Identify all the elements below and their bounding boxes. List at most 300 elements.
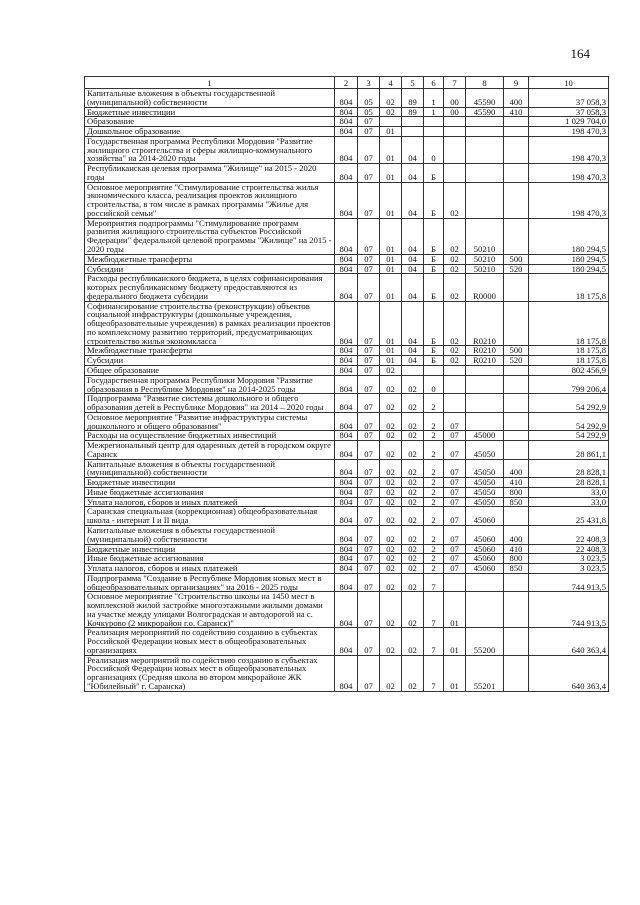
amount: 18 175,8	[529, 301, 609, 346]
table-row	[85, 394, 609, 413]
direction-code	[466, 182, 504, 218]
table-row	[85, 628, 609, 655]
row-name: Иные бюджетные ассигнования	[85, 487, 335, 497]
expense-type-code	[504, 412, 529, 431]
activity-code: 00	[444, 107, 466, 117]
expense-type-code: 800	[504, 554, 529, 564]
expense-type-code	[504, 573, 529, 592]
activity-code: 00	[444, 89, 466, 108]
row-name: Мероприятия подпрограммы "Стимулирование программ развития жилищного строительства субъектов Российской Федерации" федеральной целевой программы "Жилище" на 2015 - 2020 годы	[85, 218, 335, 254]
activity-code	[444, 164, 466, 183]
direction-code: 50210	[466, 254, 504, 264]
table-row	[85, 441, 609, 460]
subprogram-code: 7	[424, 655, 444, 691]
direction-code	[466, 117, 504, 127]
table-row	[85, 218, 609, 254]
expense-type-code: 850	[504, 497, 529, 507]
direction-code: 45060	[466, 525, 504, 544]
direction-code: 45050	[466, 478, 504, 488]
row-name: Государственная программа Республики Мордовия "Развитие образования в Республике Мордовия" на 2014-2025 годы	[85, 375, 335, 394]
subprogram-code: Б	[424, 301, 444, 346]
subsection-code: 01	[380, 182, 402, 218]
amount: 1 029 704,0	[529, 117, 609, 127]
activity-code	[444, 375, 466, 394]
program-code: 02	[402, 628, 424, 655]
program-code: 04	[402, 254, 424, 264]
row-name: Основное мероприятие "Строительство школы на 1450 мест в комплексной жилой застройке многоэтажными жилыми домами на участке между улицами Волгоградская и автодорогой на с. Кочкурово (2 микрорайон г.о. Саранск)"	[85, 592, 335, 628]
department-code: 804	[335, 564, 358, 574]
expense-type-code: 520	[504, 356, 529, 366]
subsection-code: 02	[380, 365, 402, 375]
expense-type-code: 850	[504, 564, 529, 574]
row-name: Уплата налогов, сборов и иных платежей	[85, 564, 335, 574]
expense-type-code: 410	[504, 544, 529, 554]
table-row	[85, 459, 609, 478]
section-code: 07	[358, 431, 380, 441]
table-row	[85, 507, 609, 526]
activity-code	[444, 394, 466, 413]
amount: 54 292,9	[529, 431, 609, 441]
table-row	[85, 254, 609, 264]
amount: 28 861,1	[529, 441, 609, 460]
subprogram-code: 2	[424, 497, 444, 507]
subprogram-code: 7	[424, 573, 444, 592]
row-name: Образование	[85, 117, 335, 127]
expense-type-code	[504, 136, 529, 163]
section-code: 07	[358, 655, 380, 691]
department-code: 804	[335, 497, 358, 507]
table-row	[85, 164, 609, 183]
activity-code: 01	[444, 628, 466, 655]
expense-type-code	[504, 628, 529, 655]
amount: 198 470,3	[529, 127, 609, 137]
expense-type-code	[504, 127, 529, 137]
row-name: Государственная программа Республики Мордовия "Развитие жилищного строительства и сферы жилищно-коммунального хозяйства" на 2014-2020 годы	[85, 136, 335, 163]
subprogram-code: 2	[424, 412, 444, 431]
direction-code	[466, 136, 504, 163]
section-code: 05	[358, 89, 380, 108]
amount: 744 913,5	[529, 592, 609, 628]
row-name: Подпрограмма "Создание в Республике Мордовия новых мест в общеобразовательных организациях" на 2016 - 2025 годы	[85, 573, 335, 592]
expense-type-code: 520	[504, 264, 529, 274]
direction-code: 50210	[466, 218, 504, 254]
department-code: 804	[335, 554, 358, 564]
activity-code: 07	[444, 525, 466, 544]
amount: 33,0	[529, 487, 609, 497]
program-code: 02	[402, 431, 424, 441]
subsection-code: 02	[380, 655, 402, 691]
subprogram-code: 1	[424, 107, 444, 117]
subsection-code: 02	[380, 431, 402, 441]
direction-code	[466, 164, 504, 183]
amount: 799 206,4	[529, 375, 609, 394]
row-name: Подпрограмма "Развитие системы дошкольного и общего образования детей в Республике Мордовия" на 2014 – 2020 годы	[85, 394, 335, 413]
section-code: 07	[358, 254, 380, 264]
program-code: 04	[402, 356, 424, 366]
subprogram-code: Б	[424, 182, 444, 218]
section-code: 07	[358, 164, 380, 183]
row-name: Капитальные вложения в объекты государственной (муниципальной) собственности	[85, 525, 335, 544]
subprogram-code: Б	[424, 218, 444, 254]
column-header: 7	[444, 77, 466, 89]
program-code: 89	[402, 89, 424, 108]
table-row	[85, 274, 609, 301]
activity-code: 02	[444, 274, 466, 301]
direction-code: 45000	[466, 431, 504, 441]
column-header: 4	[380, 77, 402, 89]
activity-code: 02	[444, 356, 466, 366]
row-name: Капитальные вложения в объекты государственной (муниципальной) собственности	[85, 459, 335, 478]
subprogram-code: Б	[424, 356, 444, 366]
program-code: 04	[402, 182, 424, 218]
subprogram-code	[424, 365, 444, 375]
expense-type-code	[504, 441, 529, 460]
amount: 18 175,8	[529, 274, 609, 301]
row-name: Бюджетные инвестиции	[85, 107, 335, 117]
subprogram-code: 2	[424, 554, 444, 564]
program-code: 04	[402, 264, 424, 274]
section-code: 07	[358, 117, 380, 127]
department-code: 804	[335, 431, 358, 441]
program-code: 02	[402, 478, 424, 488]
table-row	[85, 136, 609, 163]
row-name: Расходы республиканского бюджета, в целях софинансирования которых республиканскому бюджету предоставляются из федерального бюджета субсидии	[85, 274, 335, 301]
section-code: 07	[358, 497, 380, 507]
section-code: 07	[358, 525, 380, 544]
section-code: 07	[358, 459, 380, 478]
section-code: 07	[358, 365, 380, 375]
program-code: 02	[402, 375, 424, 394]
expense-type-code: 400	[504, 525, 529, 544]
program-code: 04	[402, 136, 424, 163]
department-code: 804	[335, 487, 358, 497]
activity-code: 07	[444, 441, 466, 460]
program-code: 02	[402, 544, 424, 554]
program-code: 04	[402, 164, 424, 183]
program-code	[402, 117, 424, 127]
subsection-code: 01	[380, 346, 402, 356]
subsection-code: 01	[380, 264, 402, 274]
department-code: 804	[335, 507, 358, 526]
activity-code: 02	[444, 254, 466, 264]
subprogram-code: 2	[424, 431, 444, 441]
activity-code	[444, 365, 466, 375]
program-code: 04	[402, 301, 424, 346]
direction-code: 50210	[466, 264, 504, 274]
activity-code: 07	[444, 507, 466, 526]
amount: 3 023,5	[529, 554, 609, 564]
department-code: 804	[335, 107, 358, 117]
subprogram-code: 2	[424, 564, 444, 574]
amount: 180 294,5	[529, 264, 609, 274]
row-name: Реализация мероприятий по содействию созданию в субъектах Российской Федерации новых мест в общеобразовательных организациях (Средняя школа во втором микрорайоне ЖК "Юбилейный" г. Саранска)	[85, 655, 335, 691]
row-name: Субсидии	[85, 356, 335, 366]
row-name: Реализация мероприятий по содействию созданию в субъектах Российской Федерации новых мест в общеобразовательных организациях	[85, 628, 335, 655]
subsection-code: 01	[380, 274, 402, 301]
subprogram-code: Б	[424, 274, 444, 301]
subsection-code: 02	[380, 459, 402, 478]
amount: 198 470,3	[529, 164, 609, 183]
program-code: 02	[402, 487, 424, 497]
amount: 640 363,4	[529, 628, 609, 655]
section-code: 07	[358, 356, 380, 366]
subprogram-code: 1	[424, 89, 444, 108]
amount: 198 470,3	[529, 136, 609, 163]
column-header: 2	[335, 77, 358, 89]
activity-code	[444, 127, 466, 137]
section-code: 07	[358, 412, 380, 431]
expense-type-code: 500	[504, 346, 529, 356]
section-code: 07	[358, 554, 380, 564]
row-name: Общее образование	[85, 365, 335, 375]
expense-type-code	[504, 274, 529, 301]
department-code: 804	[335, 117, 358, 127]
subprogram-code: 2	[424, 507, 444, 526]
program-code: 02	[402, 573, 424, 592]
table-row	[85, 497, 609, 507]
department-code: 804	[335, 301, 358, 346]
row-name: Основное мероприятие "Развитие инфраструктуры системы дошкольного и общего образования"	[85, 412, 335, 431]
direction-code	[466, 412, 504, 431]
direction-code	[466, 394, 504, 413]
amount: 28 828,1	[529, 478, 609, 488]
expense-type-code	[504, 375, 529, 394]
table-row	[85, 431, 609, 441]
table-row	[85, 117, 609, 127]
amount: 28 828,1	[529, 459, 609, 478]
direction-code: 45050	[466, 441, 504, 460]
subprogram-code	[424, 127, 444, 137]
table-row	[85, 412, 609, 431]
direction-code: 45060	[466, 507, 504, 526]
program-code: 04	[402, 274, 424, 301]
table-row	[85, 107, 609, 117]
subsection-code: 02	[380, 394, 402, 413]
program-code	[402, 365, 424, 375]
expense-type-code	[504, 117, 529, 127]
department-code: 804	[335, 274, 358, 301]
table-row	[85, 356, 609, 366]
table-row	[85, 592, 609, 628]
row-name: Основное мероприятие "Стимулирование строительства жилья экономического класса, реализация проектов жилищного строительства, в том числе в рамках программы "Жилье для российской семьи"	[85, 182, 335, 218]
program-code: 02	[402, 441, 424, 460]
department-code: 804	[335, 365, 358, 375]
section-code: 07	[358, 628, 380, 655]
subsection-code: 02	[380, 507, 402, 526]
section-code: 07	[358, 487, 380, 497]
activity-code: 07	[444, 564, 466, 574]
program-code: 02	[402, 525, 424, 544]
program-code: 02	[402, 459, 424, 478]
subsection-code: 01	[380, 136, 402, 163]
direction-code: 45590	[466, 107, 504, 117]
row-name: Межбюджетные трансферты	[85, 346, 335, 356]
section-code: 07	[358, 375, 380, 394]
expense-type-code: 400	[504, 459, 529, 478]
subsection-code: 02	[380, 544, 402, 554]
amount: 744 913,5	[529, 573, 609, 592]
subsection-code: 02	[380, 525, 402, 544]
table-header-row	[85, 77, 609, 89]
direction-code: 55200	[466, 628, 504, 655]
table-row	[85, 573, 609, 592]
program-code: 02	[402, 655, 424, 691]
budget-table	[84, 76, 609, 692]
department-code: 804	[335, 375, 358, 394]
direction-code: 45050	[466, 487, 504, 497]
row-name: Софинансирование строительства (реконструкции) объектов социальной инфраструктуры (дошкольные учреждения, общеобразовательные учреждения) в рамках реализации проектов по комплексному развитию территорий, предусматривающих строительство жилья экономкласса	[85, 301, 335, 346]
row-name: Межрегиональный центр для одаренных детей в городском округе Саранск	[85, 441, 335, 460]
section-code: 07	[358, 346, 380, 356]
direction-code	[466, 573, 504, 592]
activity-code: 07	[444, 459, 466, 478]
activity-code: 02	[444, 218, 466, 254]
table-row	[85, 525, 609, 544]
subsection-code: 01	[380, 254, 402, 264]
section-code: 07	[358, 573, 380, 592]
activity-code: 07	[444, 554, 466, 564]
amount: 37 058,3	[529, 107, 609, 117]
expense-type-code	[504, 394, 529, 413]
direction-code: 45590	[466, 89, 504, 108]
expense-type-code: 410	[504, 478, 529, 488]
subsection-code: 02	[380, 628, 402, 655]
activity-code: 01	[444, 655, 466, 691]
page-number: 164	[570, 46, 590, 61]
subprogram-code: Б	[424, 254, 444, 264]
row-name: Расходы на осуществление бюджетных инвестиций	[85, 431, 335, 441]
subprogram-code: Б	[424, 264, 444, 274]
program-code: 02	[402, 554, 424, 564]
expense-type-code: 410	[504, 107, 529, 117]
table-row	[85, 182, 609, 218]
subsection-code: 02	[380, 564, 402, 574]
activity-code	[444, 136, 466, 163]
program-code: 02	[402, 394, 424, 413]
section-code: 07	[358, 478, 380, 488]
section-code: 07	[358, 301, 380, 346]
column-header: 1	[85, 77, 335, 89]
subsection-code: 02	[380, 375, 402, 394]
subsection-code: 01	[380, 356, 402, 366]
expense-type-code	[504, 507, 529, 526]
table-row	[85, 365, 609, 375]
subprogram-code: 2	[424, 394, 444, 413]
section-code: 07	[358, 564, 380, 574]
row-name: Бюджетные инвестиции	[85, 544, 335, 554]
expense-type-code	[504, 592, 529, 628]
direction-code	[466, 592, 504, 628]
department-code: 804	[335, 412, 358, 431]
department-code: 804	[335, 164, 358, 183]
program-code	[402, 127, 424, 137]
amount: 3 023,5	[529, 564, 609, 574]
subprogram-code: 7	[424, 628, 444, 655]
department-code: 804	[335, 573, 358, 592]
amount: 802 456,9	[529, 365, 609, 375]
section-code: 07	[358, 507, 380, 526]
table-row	[85, 554, 609, 564]
table-body	[85, 89, 609, 692]
department-code: 804	[335, 182, 358, 218]
amount: 33,0	[529, 497, 609, 507]
program-code: 02	[402, 497, 424, 507]
activity-code: 02	[444, 182, 466, 218]
table-row	[85, 375, 609, 394]
row-name: Капитальные вложения в объекты государственной (муниципальной) собственности	[85, 89, 335, 108]
activity-code: 07	[444, 412, 466, 431]
amount: 180 294,5	[529, 254, 609, 264]
program-code: 02	[402, 592, 424, 628]
section-code: 07	[358, 127, 380, 137]
table-row	[85, 544, 609, 554]
activity-code	[444, 117, 466, 127]
amount: 54 292,9	[529, 394, 609, 413]
subsection-code: 02	[380, 592, 402, 628]
activity-code: 07	[444, 544, 466, 554]
section-code: 07	[358, 218, 380, 254]
subsection-code: 02	[380, 441, 402, 460]
section-code: 07	[358, 274, 380, 301]
program-code: 02	[402, 564, 424, 574]
direction-code: R0210	[466, 346, 504, 356]
row-name: Межбюджетные трансферты	[85, 254, 335, 264]
table-row	[85, 127, 609, 137]
direction-code: 45050	[466, 459, 504, 478]
direction-code	[466, 375, 504, 394]
department-code: 804	[335, 218, 358, 254]
subsection-code: 01	[380, 301, 402, 346]
subprogram-code: 0	[424, 375, 444, 394]
department-code: 804	[335, 346, 358, 356]
activity-code: 07	[444, 487, 466, 497]
table-row	[85, 301, 609, 346]
expense-type-code	[504, 182, 529, 218]
department-code: 804	[335, 525, 358, 544]
subsection-code: 02	[380, 487, 402, 497]
direction-code: 45060	[466, 554, 504, 564]
expense-type-code	[504, 164, 529, 183]
direction-code: R0210	[466, 301, 504, 346]
row-name: Иные бюджетные ассигнования	[85, 554, 335, 564]
table-row	[85, 478, 609, 488]
section-code: 07	[358, 544, 380, 554]
amount: 18 175,8	[529, 356, 609, 366]
section-code: 07	[358, 441, 380, 460]
expense-type-code	[504, 365, 529, 375]
program-code: 02	[402, 412, 424, 431]
amount: 22 408,3	[529, 525, 609, 544]
department-code: 804	[335, 544, 358, 554]
direction-code: 55201	[466, 655, 504, 691]
expense-type-code	[504, 301, 529, 346]
expense-type-code: 500	[504, 254, 529, 264]
subprogram-code: 0	[424, 136, 444, 163]
direction-code: R0000	[466, 274, 504, 301]
direction-code: 45050	[466, 497, 504, 507]
direction-code: 45060	[466, 544, 504, 554]
column-header: 3	[358, 77, 380, 89]
program-code: 04	[402, 346, 424, 356]
table-row	[85, 264, 609, 274]
department-code: 804	[335, 127, 358, 137]
subsection-code: 01	[380, 218, 402, 254]
row-name: Бюджетные инвестиции	[85, 478, 335, 488]
department-code: 804	[335, 592, 358, 628]
amount: 54 292,9	[529, 412, 609, 431]
direction-code: R0210	[466, 356, 504, 366]
subprogram-code: 2	[424, 478, 444, 488]
